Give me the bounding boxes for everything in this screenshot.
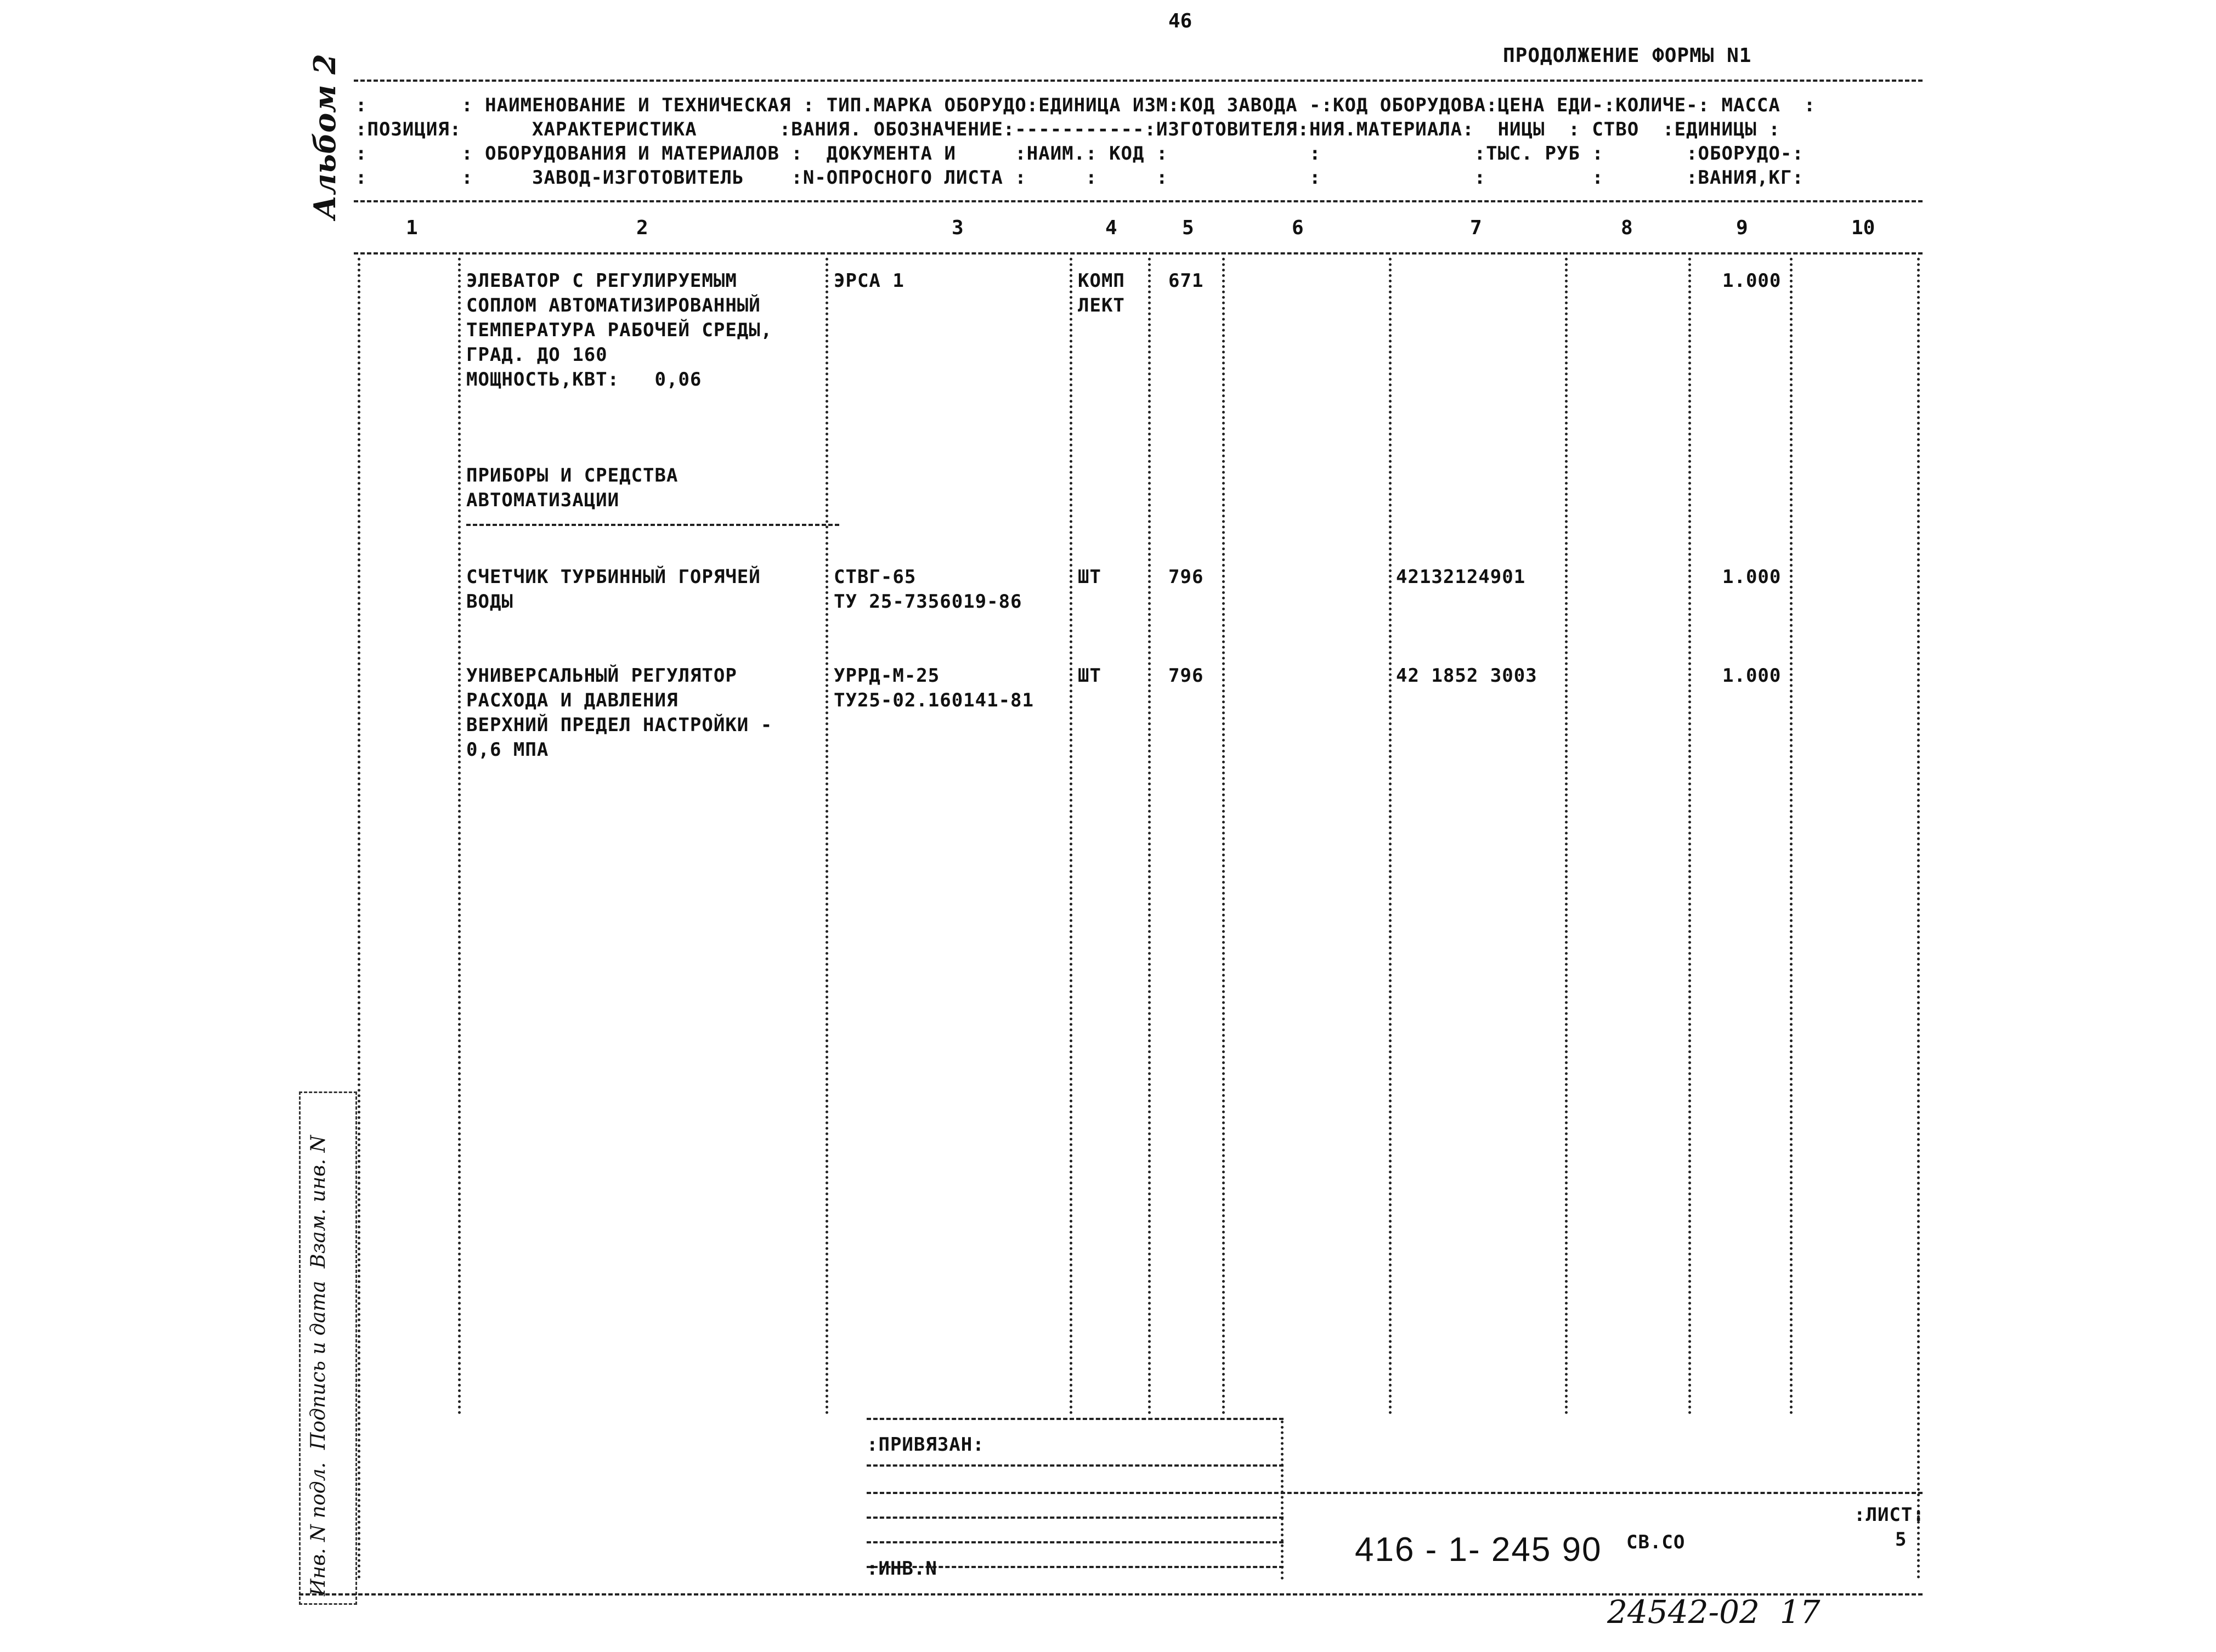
type-line: ТУ25-02.160141-81 bbox=[834, 689, 1034, 711]
column-number: 1 bbox=[406, 217, 418, 239]
desc-line: СОПЛОМ АВТОМАТИЗИРОВАННЫЙ bbox=[466, 295, 761, 316]
stamp-line bbox=[867, 1492, 1923, 1494]
column-separator bbox=[1565, 258, 1568, 1415]
column-number: 3 bbox=[952, 217, 964, 239]
page-number: 46 bbox=[1168, 10, 1192, 32]
column-separator bbox=[1070, 258, 1072, 1415]
inv-label: :ИНВ.N bbox=[867, 1558, 937, 1580]
type-line: ЭРСА 1 bbox=[834, 270, 905, 292]
archive-number: 24542-02 17 bbox=[1607, 1593, 1821, 1631]
sheet-number: 5 bbox=[1895, 1529, 1907, 1551]
column-separator bbox=[1148, 258, 1151, 1415]
header-line-2: :ПОЗИЦИЯ: ХАРАКТЕРИСТИКА :ВАНИЯ. ОБОЗНАЧЕНИЕ:-----------:ИЗГОТОВИТЕЛЯ:НИЯ.МАТЕРИАЛА: НИЦЫ : СТВО :ЕДИНИЦЫ : bbox=[355, 118, 1780, 140]
unit-code: 796 bbox=[1168, 665, 1204, 687]
desc-line: УНИВЕРСАЛЬНЫЙ РЕГУЛЯТОР bbox=[466, 665, 737, 687]
desc-line: МОЩНОСТЬ,КВТ: 0,06 bbox=[466, 369, 702, 391]
album-label: Альбом 2 bbox=[307, 54, 342, 219]
unit-name: ШТ bbox=[1078, 665, 1101, 687]
type-line: УРРД-М-25 bbox=[834, 665, 940, 687]
header-bottom-border bbox=[354, 200, 1923, 202]
desc-line: ЭЛЕВАТОР С РЕГУЛИРУЕМЫМ bbox=[466, 270, 737, 292]
quantity: 1.000 bbox=[1722, 566, 1782, 588]
column-number: 4 bbox=[1105, 217, 1117, 239]
type-line: ТУ 25-7356019-86 bbox=[834, 591, 1022, 613]
desc-line: 0,6 МПА bbox=[466, 739, 549, 761]
material-code: 42132124901 bbox=[1396, 566, 1526, 588]
desc-line: СЧЕТЧИК ТУРБИННЫЙ ГОРЯЧЕЙ bbox=[466, 566, 761, 588]
column-separator bbox=[1688, 258, 1691, 1415]
column-separator bbox=[1790, 258, 1793, 1415]
column-separator bbox=[458, 258, 461, 1415]
section-underline bbox=[466, 524, 839, 526]
document-code: 416 - 1- 245 90 bbox=[1355, 1531, 1602, 1569]
column-separator bbox=[1389, 258, 1392, 1415]
unit-code: 796 bbox=[1168, 566, 1204, 588]
desc-line: ВЕРХНИЙ ПРЕДЕЛ НАСТРОЙКИ - bbox=[466, 714, 773, 736]
unit-name: ШТ bbox=[1078, 566, 1101, 588]
stamp-line bbox=[867, 1517, 1284, 1519]
stamp-line bbox=[867, 1464, 1284, 1467]
material-code: 42 1852 3003 bbox=[1396, 665, 1537, 687]
unit-name: КОМП bbox=[1078, 270, 1125, 292]
quantity: 1.000 bbox=[1722, 665, 1782, 687]
column-number: 8 bbox=[1621, 217, 1633, 239]
linked-label: :ПРИВЯЗАН: bbox=[867, 1434, 985, 1456]
desc-line: ГРАД. ДО 160 bbox=[466, 344, 608, 366]
stamp-top-border bbox=[867, 1418, 1284, 1420]
desc-line: РАСХОДА И ДАВЛЕНИЯ bbox=[466, 689, 679, 711]
column-number: 9 bbox=[1736, 217, 1748, 239]
column-separator bbox=[1222, 258, 1225, 1415]
header-line-1: : : НАИМЕНОВАНИЕ И ТЕХНИЧЕСКАЯ : ТИП.МАРКА ОБОРУДО:ЕДИНИЦА ИЗМ:КОД ЗАВОДА -:КОД ОБОРУДОВА:ЦЕНА ЕДИ-:КОЛИЧЕ-: МАССА : bbox=[355, 94, 1816, 116]
table-top-border bbox=[354, 80, 1923, 82]
column-separator bbox=[358, 258, 360, 1580]
header-line-4: : : ЗАВОД-ИЗГОТОВИТЕЛЬ :N-ОПРОСНОГО ЛИСТА : : : : : : :ВАНИЯ,КГ: bbox=[355, 167, 1804, 189]
numbers-bottom-border bbox=[354, 252, 1923, 254]
quantity: 1.000 bbox=[1722, 270, 1782, 292]
stamp-separator bbox=[1281, 1421, 1284, 1580]
stamp-line bbox=[867, 1541, 1284, 1543]
continuation-title: ПРОДОЛЖЕНИЕ ФОРМЫ N1 bbox=[1503, 44, 1752, 67]
column-number: 2 bbox=[636, 217, 648, 239]
section-title: АВТОМАТИЗАЦИИ bbox=[466, 489, 620, 511]
column-separator bbox=[826, 258, 828, 1415]
desc-line: ТЕМПЕРАТУРА РАБОЧЕЙ СРЕДЫ, bbox=[466, 319, 773, 341]
type-line: СТВГ-65 bbox=[834, 566, 917, 588]
side-stamp-text: Инв. N подл. Подпись и дата Взам. инв. N bbox=[307, 1135, 330, 1596]
column-separator bbox=[1917, 258, 1920, 1580]
header-line-3: : : ОБОРУДОВАНИЯ И МАТЕРИАЛОВ : ДОКУМЕНТА И :НАИМ.: КОД : : :ТЫС. РУБ : :ОБОРУДО-: bbox=[355, 143, 1804, 165]
unit-name: ЛЕКТ bbox=[1078, 295, 1125, 316]
desc-line: ВОДЫ bbox=[466, 591, 513, 613]
sheet-label: :ЛИСТ: bbox=[1854, 1504, 1925, 1526]
section-title: ПРИБОРЫ И СРЕДСТВА bbox=[466, 465, 679, 486]
column-number: 7 bbox=[1470, 217, 1482, 239]
column-number: 10 bbox=[1851, 217, 1875, 239]
unit-code: 671 bbox=[1168, 270, 1204, 292]
sheet-code: СВ.СО bbox=[1626, 1531, 1686, 1553]
column-number: 6 bbox=[1292, 217, 1304, 239]
column-number: 5 bbox=[1182, 217, 1194, 239]
